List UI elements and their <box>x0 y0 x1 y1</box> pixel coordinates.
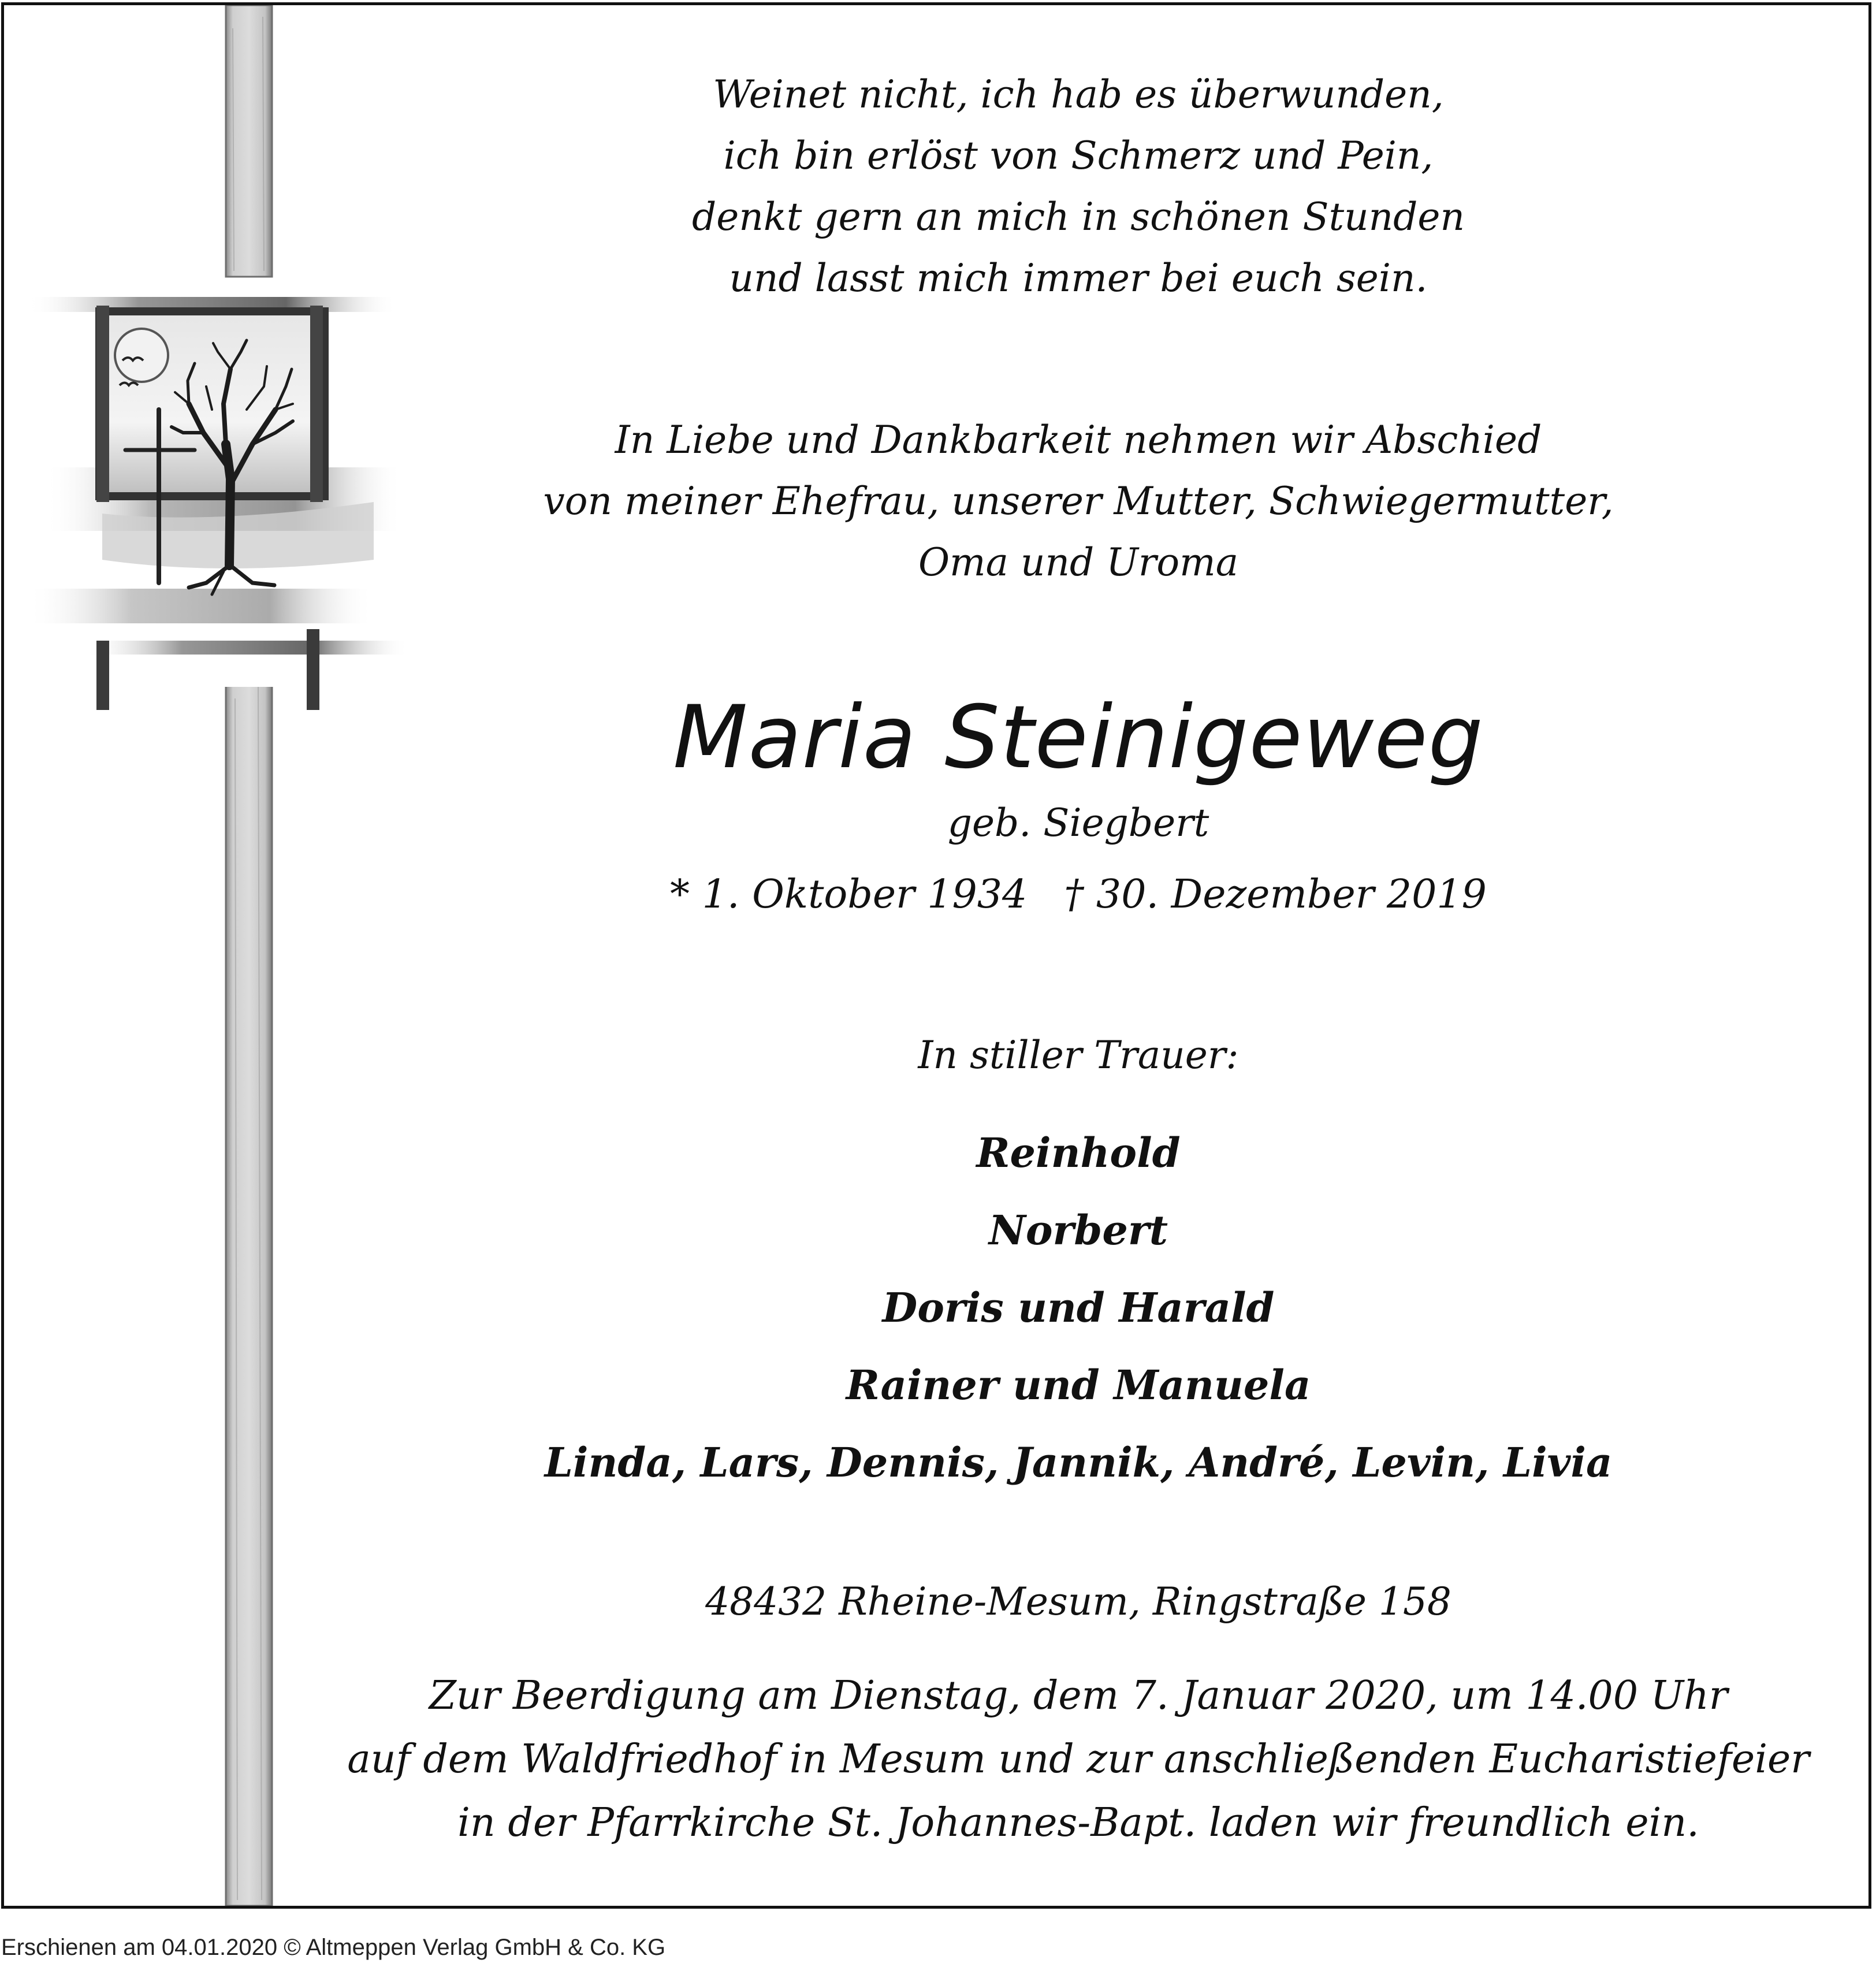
moon-icon <box>115 329 168 382</box>
funeral-line: in der Pfarrkirche St. Johannes-Bapt. laden wir freundlich ein. <box>457 1800 1699 1846</box>
life-dates <box>304 866 1852 924</box>
poem <box>304 64 1852 309</box>
poem-line: denkt gern an mich in schönen Stunden <box>692 195 1465 239</box>
funeral-line: auf dem Waldfriedhof in Mesum und zur anschließenden Eucharistiefeier <box>347 1737 1810 1782</box>
birth-date: * 1. Oktober 1934 <box>670 872 1028 917</box>
funeral-notice <box>304 1664 1852 1855</box>
mourners-list <box>304 1114 1852 1501</box>
farewell-line: In Liebe und Dankbarkeit nehmen wir Abschied <box>615 418 1542 462</box>
deceased-name: Maria Steinigeweg <box>673 687 1484 788</box>
mourner-name: Linda, Lars, Dennis, Jannik, André, Levin, Livia <box>544 1438 1613 1486</box>
address: 48432 Rheine-Mesum, Ringstraße 158 <box>705 1579 1451 1624</box>
mourner-name: Reinhold <box>976 1129 1181 1177</box>
mourning-heading: In stiller Trauer: <box>918 1033 1239 1077</box>
poem-line: ich bin erlöst von Schmerz und Pein, <box>723 133 1434 178</box>
farewell-line: Oma und Uroma <box>918 540 1239 585</box>
farewell-text <box>304 410 1852 593</box>
mourner-name: Norbert <box>988 1206 1168 1254</box>
maiden-name: geb. Siegbert <box>947 801 1209 845</box>
mourner-name: Rainer und Manuela <box>846 1361 1311 1409</box>
poem-line: Weinet nicht, ich hab es überwunden, <box>713 72 1444 117</box>
publication-footer: Erschienen am 04.01.2020 © Altmeppen Verlag GmbH & Co. KG <box>1 1935 666 1960</box>
farewell-line: von meiner Ehefrau, unserer Mutter, Schwiegermutter, <box>543 479 1614 523</box>
poem-line: und lasst mich immer bei euch sein. <box>729 256 1428 300</box>
death-date: † 30. Dezember 2019 <box>1064 872 1487 917</box>
mourner-name: Doris und Harald <box>882 1284 1275 1332</box>
funeral-line: Zur Beerdigung am Dienstag, dem 7. Januar 2020, um 14.00 Uhr <box>429 1673 1728 1719</box>
ribbon-lower <box>226 670 272 1906</box>
obituary-frame <box>1 2 1871 1909</box>
